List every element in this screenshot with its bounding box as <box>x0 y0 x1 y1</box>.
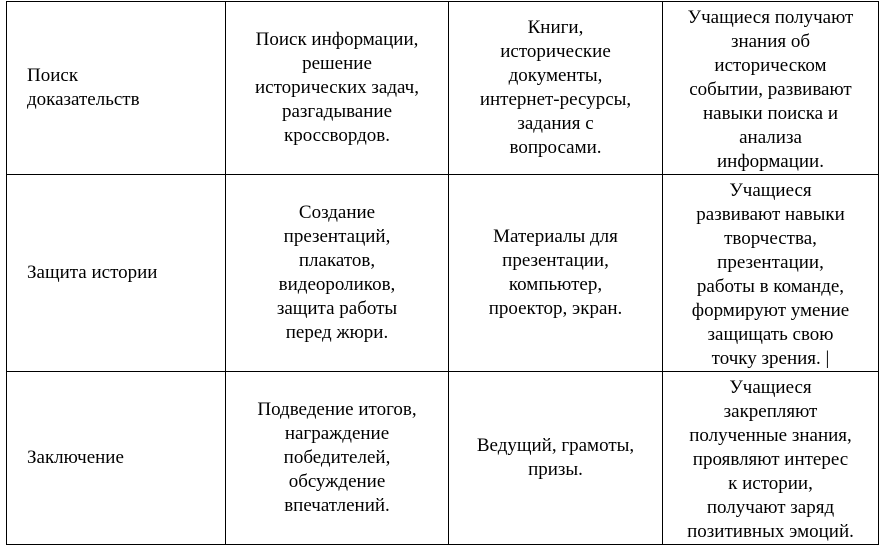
resources-cell <box>449 372 663 545</box>
resources-text: Ведущий, грамоты, призы. <box>476 435 635 480</box>
result-text: Учащиеся развивают навыки творчества, презентации, работы в команде, формируют умение защищать свою точку зрения. | <box>691 180 850 369</box>
stage-cell <box>7 2 226 175</box>
activity-cell <box>226 372 449 545</box>
stage-cell <box>7 372 226 545</box>
table-row <box>7 2 879 175</box>
resources-cell <box>449 2 663 175</box>
table-row <box>7 175 879 372</box>
resources-text: Книги, исторические документы, интернет-ресурсы, задания с вопросами. <box>479 17 632 158</box>
activity-text: Поиск информации, решение исторических задач, разгадывание кроссвордов. <box>255 29 419 146</box>
activity-text: Подведение итогов, награждение победителей, обсуждение впечатлений. <box>257 399 417 516</box>
stage-text: Защита истории <box>27 262 158 283</box>
result-cell <box>663 175 879 372</box>
activity-text: Создание презентаций, плакатов, видеороликов, защита работы перед жюри. <box>276 202 398 343</box>
lesson-stages-table <box>6 1 879 545</box>
result-text: Учащиеся получают знания об историческом событии, развивают навыки поиска и анализа информации. <box>687 7 854 172</box>
result-text: Учащиеся закрепляют полученные знания, проявляют интерес к истории, получают заряд позитивных эмоций. <box>687 377 854 542</box>
table-row <box>7 372 879 545</box>
result-cell <box>663 372 879 545</box>
activity-cell <box>226 2 449 175</box>
stage-text: Поиск доказательств <box>27 65 140 110</box>
resources-cell <box>449 175 663 372</box>
activity-cell <box>226 175 449 372</box>
stage-cell <box>7 175 226 372</box>
result-cell <box>663 2 879 175</box>
resources-text: Материалы для презентации, компьютер, проектор, экран. <box>488 226 623 319</box>
stage-text: Заключение <box>27 447 124 468</box>
